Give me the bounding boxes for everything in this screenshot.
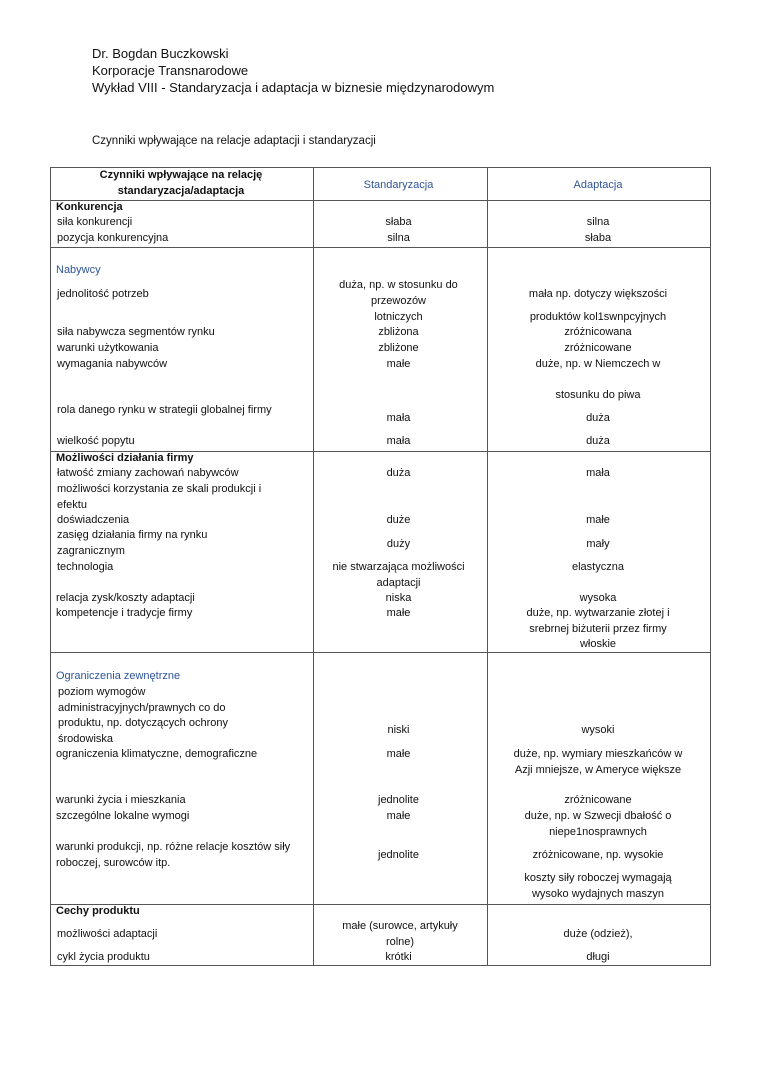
row-adaptation: zróżnicowane <box>564 342 632 354</box>
row-label: wielkość popytu <box>57 435 135 447</box>
row-standardization: mała <box>386 435 411 447</box>
row-label: siła nabywcza segmentów rynku <box>57 326 215 338</box>
row-divider <box>51 247 710 248</box>
row-standardization: małe <box>386 358 411 370</box>
row-standardization: silna <box>387 232 410 244</box>
author-name: Dr. Bogdan Buczkowski <box>92 46 229 61</box>
row-standardization: zbliżone <box>378 342 419 354</box>
row-label: możliwości adaptacji <box>57 928 158 940</box>
row-label: relacja zysk/koszty adaptacji <box>56 592 195 604</box>
row-label: technologia <box>57 561 114 573</box>
row-label: kompetencje i tradycje firmy <box>56 607 193 619</box>
row-adaptation: wysoki <box>581 724 615 736</box>
row-label: ograniczenia klimatyczne, demograficzne <box>56 748 258 760</box>
row-standardization: duża <box>386 467 411 479</box>
row-adaptation: duże, np. w Niemczech w <box>535 358 661 370</box>
row-label: łatwość zmiany zachowań nabywców <box>57 467 239 479</box>
row-standardization: krótki <box>385 951 412 963</box>
row-standardization: jednolite <box>378 794 419 806</box>
factors-table <box>50 167 711 966</box>
row-adaptation: zróżnicowane, np. wysokie <box>532 849 664 861</box>
header-standardization: Standaryzacja <box>363 179 434 191</box>
row-standardization: jednolite <box>378 849 419 861</box>
section-title-external-constraints: Ograniczenia zewnętrzne <box>56 670 181 682</box>
row-adaptation: duże, np. w Szwecji dbałość o niepe1nosprawnych <box>524 810 672 838</box>
row-label: warunki życia i mieszkania <box>56 794 186 806</box>
row-label: zasięg działania firmy na rynku zagranicznym <box>57 529 208 557</box>
section-title-competition: Konkurencja <box>56 201 123 213</box>
row-adaptation: mała <box>586 467 610 479</box>
row-adaptation: mały <box>586 538 610 550</box>
section-title-product-features: Cechy produktu <box>56 905 140 917</box>
row-adaptation: duże, np. wytwarzanie złotej i srebrnej biżuterii przez firmy włoskie <box>526 607 670 650</box>
row-standardization: małe <box>386 748 411 760</box>
row-standardization: zbliżona <box>378 326 419 338</box>
row-standardization: słaba <box>385 216 412 228</box>
row-adaptation: słaba <box>584 232 612 244</box>
row-adaptation: długi <box>586 951 610 963</box>
row-standardization: niski <box>387 724 410 736</box>
row-standardization: duża, np. w stosunku do przewozów <box>339 279 458 307</box>
row-adaptation: zróżnicowane <box>564 794 632 806</box>
row-standardization: małe <box>386 810 411 822</box>
row-label: siła konkurencji <box>57 216 133 228</box>
row-label: cykl życia produktu <box>57 951 150 963</box>
row-label: wymagania nabywców <box>57 358 168 370</box>
row-label: rola danego rynku w strategii globalnej firmy <box>57 404 272 416</box>
row-adaptation: małe <box>586 514 610 526</box>
row-standardization: nie stwarzająca możliwości adaptacji <box>332 561 465 589</box>
lecture-title: Wykład VIII - Standaryzacja i adaptacja w biznesie międzynarodowym <box>92 80 495 95</box>
row-adaptation: duża <box>586 435 610 447</box>
row-adaptation: silna <box>586 216 610 228</box>
row-adaptation: duża <box>586 412 610 424</box>
row-adaptation: koszty siły roboczej wymagają wysoko wydajnych maszyn <box>524 872 672 900</box>
section-title-company-capabilities: Możliwości działania firmy <box>56 452 194 464</box>
column-divider <box>487 168 488 965</box>
row-adaptation: duże (odzież), <box>563 928 633 940</box>
table-caption: Czynniki wpływające na relacje adaptacji i standaryzacji <box>92 135 376 147</box>
row-adaptation: produktów kol1swnpcyjnych <box>529 311 667 323</box>
row-standardization: lotniczych <box>374 311 423 323</box>
row-adaptation: stosunku do piwa <box>555 389 641 401</box>
course-title: Korporacje Transnarodowe <box>92 63 249 78</box>
document-header <box>92 45 494 96</box>
row-adaptation: zróżnicowana <box>564 326 632 338</box>
row-label: pozycja konkurencyjna <box>57 232 169 244</box>
row-standardization: małe (surowce, artykuły rolne) <box>342 920 458 948</box>
row-label: doświadczenia <box>57 514 130 526</box>
row-label: możliwości korzystania ze skali produkcji i efektu <box>57 483 262 511</box>
row-adaptation: mała np. dotyczy większości <box>528 288 668 300</box>
row-label: szczególne lokalne wymogi <box>56 810 190 822</box>
header-factors: Czynniki wpływające na relację standaryzacja/adaptacja <box>99 169 263 197</box>
row-standardization: duże <box>386 514 411 526</box>
row-standardization: duży <box>386 538 411 550</box>
row-standardization: niska <box>385 592 412 604</box>
row-adaptation: elastyczna <box>572 561 624 573</box>
row-label: warunki użytkowania <box>57 342 159 354</box>
section-title-buyers: Nabywcy <box>56 264 101 276</box>
row-label: warunki produkcji, np. różne relacje kosztów siły roboczej, surowców itp. <box>56 841 291 869</box>
row-adaptation: wysoka <box>579 592 617 604</box>
row-adaptation: duże, np. wymiary mieszkańców w Azji mniejsze, w Ameryce większe <box>513 748 683 776</box>
header-adaptation: Adaptacja <box>573 179 623 191</box>
row-label: jednolitość potrzeb <box>57 288 149 300</box>
row-standardization: małe <box>386 607 411 619</box>
row-standardization: mała <box>386 412 411 424</box>
row-label: poziom wymogów administracyjnych/prawnych co do produktu, np. dotyczących ochrony środowiska <box>58 686 228 745</box>
